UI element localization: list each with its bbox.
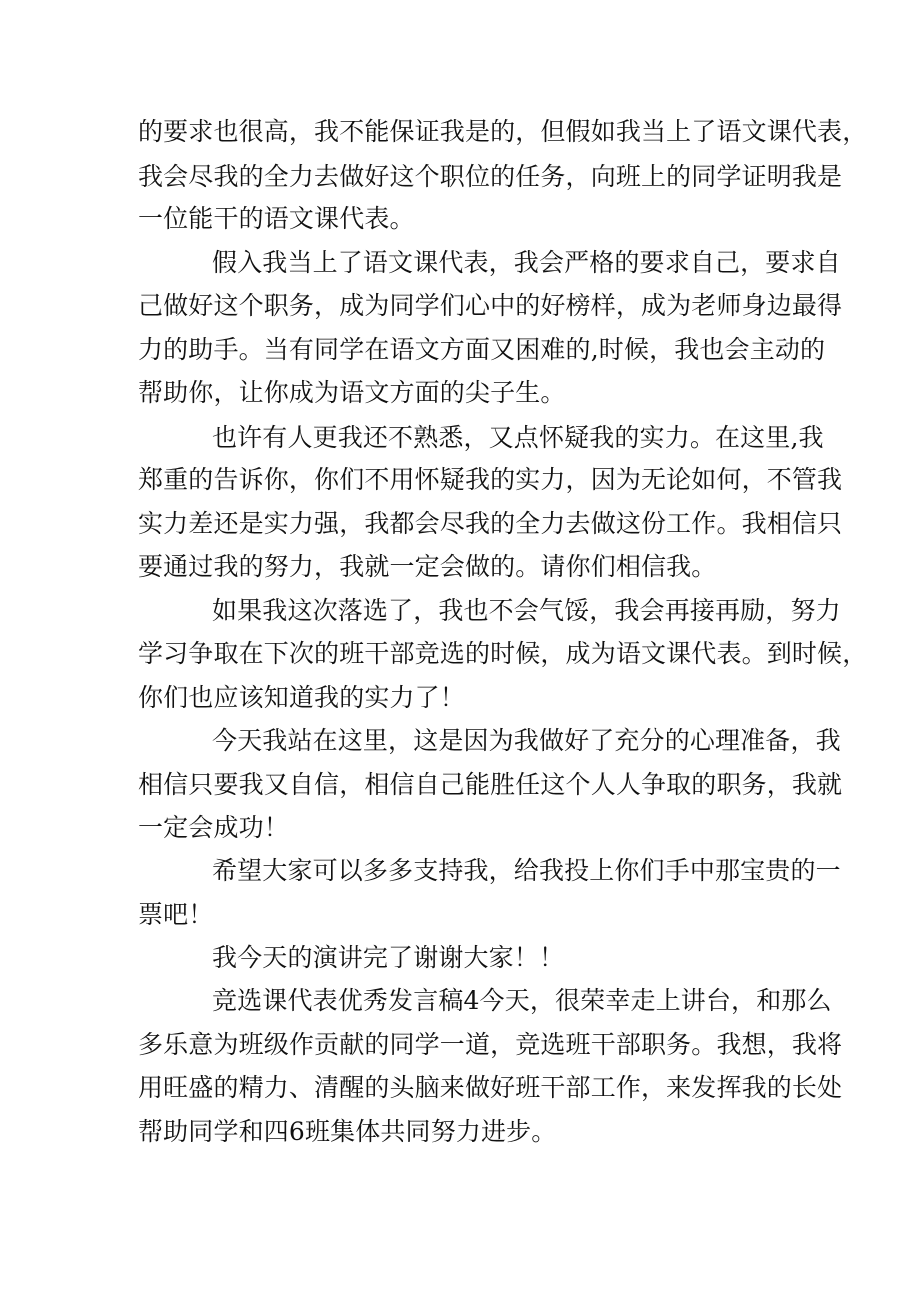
text-line: 多乐意为班级作贡献的同学一道，竞选班干部职务。我想，我将 xyxy=(138,1030,843,1059)
text-line: 你们也应该知道我的实力了！ xyxy=(138,683,465,712)
text-line: 的要求也很高，我不能保证我是的，但假如我当上了语文课代表， xyxy=(138,117,868,146)
text-line: 实力差还是实力强，我都会尽我的全力去做这份工作。我相信只 xyxy=(138,509,843,538)
text-line: 我今天的演讲完了谢谢大家！！ xyxy=(212,943,565,972)
text-line: 用旺盛的精力、清醒的头脑来做好班干部工作，来发挥我的长处 xyxy=(138,1073,843,1102)
text-line: 己做好这个职务，成为同学们心中的好榜样，成为老师身边最得 xyxy=(138,291,843,320)
text-line: 我会尽我的全力去做好这个职位的任务，向班上的同学证明我是 xyxy=(138,162,843,191)
text-line: 帮助你，让你成为语文方面的尖子生。 xyxy=(138,378,566,407)
text-line: 如果我这次落选了，我也不会气馁，我会再接再励，努力 xyxy=(212,596,841,625)
text-line: 希望大家可以多多支持我，给我投上你们手中那宝贵的一 xyxy=(212,856,841,885)
text-line: 帮助同学和四6班集体共同努力进步。 xyxy=(138,1117,557,1146)
text-line: 郑重的告诉你，你们不用怀疑我的实力，因为无论如何，不管我 xyxy=(138,465,843,494)
text-line: 一定会成功！ xyxy=(138,813,289,842)
text-line: 一位能干的语文课代表。 xyxy=(138,204,415,233)
text-line: 今天我站在这里，这是因为我做好了充分的心理准备，我 xyxy=(212,726,841,755)
text-line: 竞选课代表优秀发言稿4今天，很荣幸走上讲台，和那么 xyxy=(212,986,832,1015)
text-line: 假入我当上了语文课代表，我会严格的要求自己，要求自 xyxy=(212,248,841,277)
text-line: 票吧！ xyxy=(138,900,214,929)
text-line: 学习争取在下次的班干部竞选的时候，成为语文课代表。到时候， xyxy=(138,639,868,668)
text-line: 也许有人更我还不熟悉，又点怀疑我的实力。在这里,我 xyxy=(212,423,824,452)
text-line: 相信只要我又自信，相信自己能胜任这个人人争取的职务，我就 xyxy=(138,770,843,799)
text-line: 力的助手。当有同学在语文方面又困难的,时候，我也会主动的 xyxy=(138,335,826,364)
text-line: 要通过我的努力，我就一定会做的。请你们相信我。 xyxy=(138,552,717,581)
